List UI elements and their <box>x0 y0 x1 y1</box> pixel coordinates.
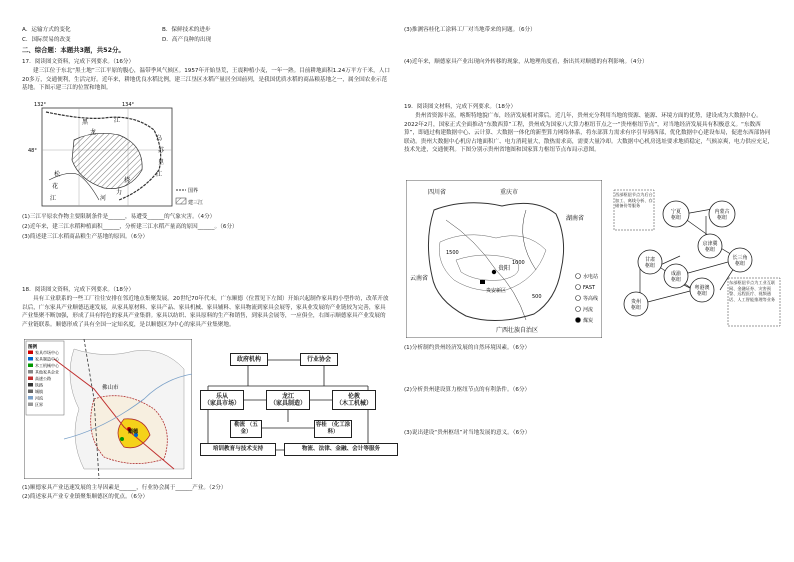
hub-label: 京津冀 <box>702 241 718 247</box>
q17-paragraph: 建三江位于东北“黑土地”三江平原的腹心，温带季风气候区。1957年开始垦荒，王震种植小麦，一年一熟。目前耕地面积1.24万平方千米，人口20多万，交通便利，生活完好。近年来，耕地优良水稻比例，建三江垦区水稻产量居全国前列，是我国优质水稻的商品粮基地之一，属全国农业示范基地。下图示建三江的位置和地图。 <box>22 68 390 92</box>
box-services <box>284 443 398 456</box>
legend-border-label: 国界 <box>188 188 199 194</box>
box-lunjiao-label: 伦教 （木工机械） <box>335 392 372 407</box>
guizhou-map <box>406 180 602 338</box>
q18-sub3: (3)推测容桂化工涂料工厂对当地带来的问题。（6分） <box>404 27 536 33</box>
q17-sub2: (2)近年来，建三江水稻种植面积______，分析建三江水稻产量高的原因______。（6分） <box>22 224 238 230</box>
box-longjiang-label: 龙江 （家具制造） <box>269 392 306 407</box>
map2-legend-swatch <box>28 377 33 381</box>
box-ronggui <box>314 420 352 438</box>
map2-legend-label: 高速公路 <box>35 376 51 381</box>
map2-legend-label: 河流 <box>35 395 43 401</box>
hub-label: 成渝 <box>670 271 682 277</box>
river-label: 江 <box>114 117 121 124</box>
lon-label-132: 132° <box>34 102 47 108</box>
box-longjiang <box>266 390 310 410</box>
map3-legend-label: 煤炭 <box>583 318 594 324</box>
hub-label: 枢纽 <box>734 261 746 267</box>
chongqing-label: 重庆市 <box>500 189 519 196</box>
contour-500: 500 <box>532 294 542 300</box>
q19-sub1: (1)分析制约贵州经济发展的自然环境因素。（6分） <box>404 345 531 351</box>
q19-paragraph: 贵州省资源丰富，喀斯特地貌广布，经济发展相对滞后。近几年，贵州充分利用当地的资源、能源、环境方面的优势，建设成为大数据中心。2022年2月，国家正式全面推动“东数西算”工程，贵州成为国家八大算力枢纽节点之一“贵州枢纽节点”，对当地经济发展具有积极意义。“东数西算”，即通过构建数据中心、云计算、大数据一体化的新型算力网络体系，将东部算力需求有序引导到西部，优化数据中心建设布局，促进东西部协同联动。贵州大数据中心机房占地面积广、电力消耗量大，散热需求高，需要大量冷却。大数据中心机房选址要求地质稳定，气候凉爽，电力供应充足，技术先进，交通便利。下图分别示贵州省地图和国家算力枢纽节点布局示意图。 <box>404 113 774 154</box>
q18-sub1: (1)顺德家具产业迅速发展的主导因素是______，行业协会属于______产业。（2分） <box>22 485 227 491</box>
guangxi-label: 广西壮族自治区 <box>496 327 539 334</box>
q18-sub2: (2)简述家具产业专业镇聚集顺德区的优点。（6分） <box>22 494 149 500</box>
river-label: 龙 <box>90 129 97 136</box>
q18-paragraph: 具有工业联系的一些工厂往往安排在邻近地点集聚发展。20世纪70年代末，广东顺德（位置见下左图）开始兴起制作家具的小型作坊，改革开放以后，广东家具产业顺德迅速发展，从家具原材料、家具产品、家具机械、家具辅料、家具物流到家具会展等，家具业发展的产业链较为完善，家具产业集聚不断加强，形成了具有特色的家具产业集群。家具以纺织、家具原料的生产和销售，到家具会展等，一应俱全，右图示顺德家具产业发展的产业链联系。顺德形成了具有全国一定知名度，是以顺德区为中心的家具产业集聚地。 <box>22 296 389 328</box>
q17-sub3: (3)简述建三江水稻商品粮生产基地的原因。（6分） <box>22 234 149 240</box>
contour-1000: 1000 <box>512 260 525 266</box>
map2-legend-swatch <box>28 357 33 361</box>
hub-label: 枢纽 <box>716 215 728 221</box>
map2-area-label: 顺德 <box>128 429 139 435</box>
hub-label: 枢纽 <box>670 277 682 283</box>
map2-legend-swatch <box>28 403 33 407</box>
box-government <box>230 353 268 366</box>
hub-label: 宁夏 <box>670 209 682 215</box>
box-government-label: 政府机构 <box>236 355 261 363</box>
river-label: 江 <box>50 195 57 202</box>
hub-label: 贵州 <box>630 299 642 305</box>
map2-legend-swatch <box>28 351 33 355</box>
sanjiang-map <box>24 100 204 210</box>
map3-legend-label: 等高线 <box>583 296 599 302</box>
option-a: A．运输方式的变化 <box>22 27 71 33</box>
river-label: 苏 <box>158 147 165 154</box>
map2-city-label: 佛山市 <box>102 385 119 391</box>
map3-legend-symbol <box>576 296 581 301</box>
map2-legend-label: 铁路 <box>35 382 43 388</box>
box-lunjiao <box>332 390 376 410</box>
q18-sub4: (4)近年来，顺德家具产业出现向外转移的现象，从地理角度看，指出其对顺德的有利影响。（4分） <box>404 59 648 65</box>
option-d: D．高产良种的出现 <box>162 37 212 43</box>
box-industry-association-label: 行业协会 <box>306 355 331 363</box>
box-ronggui-label: 容桂 （化工涂料） <box>315 421 351 435</box>
river-label: 力 <box>116 189 123 196</box>
shunde-map <box>24 339 192 479</box>
option-b: B．保鲜技术的进步 <box>162 27 211 33</box>
hub-label: 粤港澳 <box>694 285 710 291</box>
river-label: 花 <box>52 183 59 190</box>
hub-label: 枢纽 <box>670 215 682 221</box>
section-title: 二、综合题：本题共3题，共52分。 <box>22 46 125 54</box>
industry-chain-diagram <box>200 352 400 472</box>
lon-label-134: 134° <box>122 102 135 108</box>
map3-legend-symbol <box>576 285 581 290</box>
map2-legend-label: 家具市场中心 <box>35 350 59 355</box>
hub-label: 甘肃 <box>644 257 656 263</box>
box-leliu <box>230 420 262 438</box>
box-lecong <box>200 390 244 410</box>
guian-label: 贵安新区 <box>486 288 507 294</box>
map2-legend-label: 城镇 <box>35 389 43 394</box>
hub-label: 枢纽 <box>644 263 656 269</box>
map3-legend-symbol <box>576 318 581 323</box>
option-c: C．国际贸易的改变 <box>22 37 71 43</box>
hunan-label: 湖南省 <box>566 215 585 222</box>
yunnan-label: 云南省 <box>410 275 429 282</box>
lat-label-48: 48° <box>28 148 37 154</box>
guiyang-label: 贵阳 <box>498 265 511 272</box>
hub-label: 枢纽 <box>704 247 716 253</box>
q17-sub1: (1)三江平原农作物主要限制条件是______，易遭受______的气象灾害。（4分） <box>22 214 216 220</box>
map3-legend-label: 水电站 <box>583 274 599 280</box>
river-label: 河 <box>100 195 107 202</box>
box-leliu-label: 勒流 （五金） <box>234 421 258 435</box>
map3-legend-label: 河流 <box>583 307 594 313</box>
legend-area-swatch <box>176 198 186 204</box>
map2-legend-label: 家具制造中心 <box>35 356 59 362</box>
river-label: 松 <box>54 171 61 178</box>
sichuan-label: 四川省 <box>428 189 447 196</box>
q19-sub3: (3)说出建设“贵州枢纽”对当地发展的意义。（6分） <box>404 430 531 436</box>
map3-legend-symbol <box>576 274 581 279</box>
west-hub-note: 西部枢纽节点为后台加工、离线分析、存储备份等服务 <box>615 192 653 209</box>
box-training <box>200 443 276 456</box>
hub-label: 长三角 <box>732 255 748 261</box>
legend-area-label: 建三江 <box>188 200 204 206</box>
map2-legend-swatch <box>28 370 33 374</box>
hub-label: 内蒙古 <box>714 209 730 215</box>
map3-legend-symbol <box>576 307 581 312</box>
river-label: 江 <box>156 171 163 178</box>
river-label: 乌 <box>156 135 163 142</box>
q18-heading: 18．阅读图文资料，完成下列要求。（18分） <box>22 287 135 293</box>
hub-label: 枢纽 <box>630 305 642 311</box>
river-label: 黑 <box>82 119 89 126</box>
map2-legend-label: 区界 <box>35 402 43 407</box>
map2-legend-label: 其他家具企业 <box>35 369 59 375</box>
q19-heading: 19．阅读图文材料，完成下列要求。（18分） <box>404 104 517 110</box>
map2-legend-swatch <box>28 383 33 387</box>
hub-label: 枢纽 <box>696 291 708 297</box>
q19-sub2: (2)分析贵州建设算力枢纽节点的有利条件。（6分） <box>404 387 531 393</box>
river-label: 里 <box>158 159 165 166</box>
river-label: 挠 <box>124 177 131 184</box>
map2-legend-title: 图例 <box>28 345 38 350</box>
box-lecong-label: 乐从 （家具市场） <box>203 392 240 407</box>
box-services-label: 物流、法律、金融、会计等服务 <box>301 445 381 452</box>
map2-legend-swatch <box>28 390 33 394</box>
q17-heading: 17．阅读图文资料，完成下列要求。（16分） <box>22 59 135 65</box>
map2-legend-label: 木工机械中心 <box>35 363 59 368</box>
box-training-label: 培训教育与技术支持 <box>212 445 264 452</box>
computing-hub-network <box>610 186 782 338</box>
map3-legend-label: FAST <box>583 285 596 291</box>
map2-legend-swatch <box>28 396 33 400</box>
east-hub-note: 东部枢纽节点为工业互联网、金融证券、灾害预警、远程医疗、视频通话、人工智能推理等业务 <box>729 280 776 302</box>
box-industry-association <box>300 353 338 366</box>
map2-legend-swatch <box>28 364 33 368</box>
contour-1500: 1500 <box>446 250 459 256</box>
